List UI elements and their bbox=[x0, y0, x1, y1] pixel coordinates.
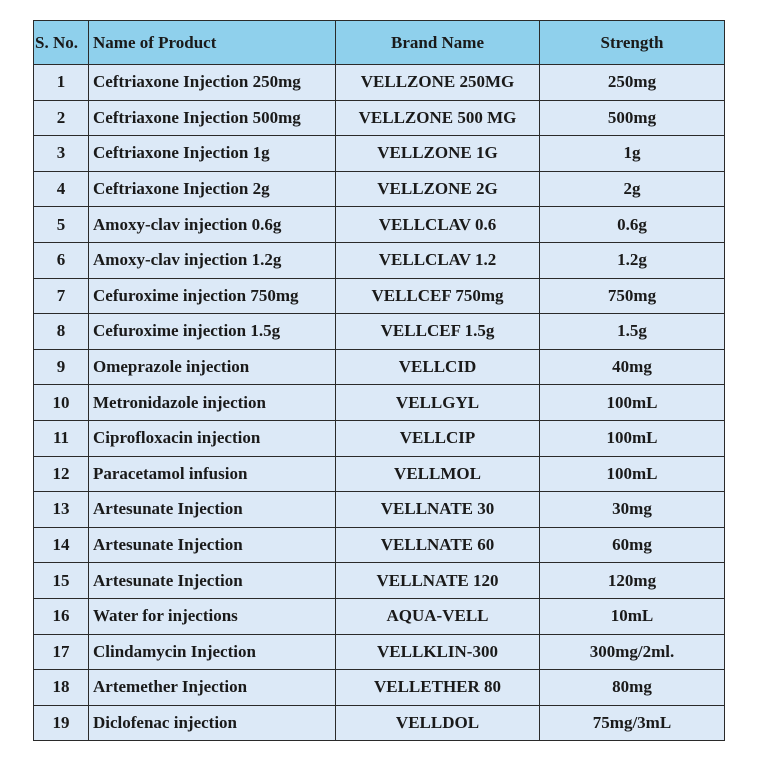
cell-brand-name: VELLZONE 2G bbox=[336, 171, 540, 207]
cell-strength: 0.6g bbox=[540, 207, 725, 243]
cell-brand-name: VELLKLIN-300 bbox=[336, 634, 540, 670]
cell-strength: 30mg bbox=[540, 492, 725, 528]
cell-strength: 100mL bbox=[540, 456, 725, 492]
table-body bbox=[34, 65, 725, 741]
cell-product-name: Artemether Injection bbox=[89, 670, 336, 706]
cell-strength: 120mg bbox=[540, 563, 725, 599]
product-table bbox=[33, 20, 725, 741]
cell-brand-name: VELLNATE 30 bbox=[336, 492, 540, 528]
cell-sno: 3 bbox=[34, 136, 89, 172]
cell-sno: 2 bbox=[34, 100, 89, 136]
cell-product-name: Amoxy-clav injection 1.2g bbox=[89, 242, 336, 278]
cell-strength: 1.2g bbox=[540, 242, 725, 278]
cell-brand-name: VELLMOL bbox=[336, 456, 540, 492]
cell-brand-name: VELLZONE 1G bbox=[336, 136, 540, 172]
cell-brand-name: VELLZONE 250MG bbox=[336, 65, 540, 101]
table-row bbox=[34, 385, 725, 421]
cell-product-name: Artesunate Injection bbox=[89, 492, 336, 528]
cell-sno: 13 bbox=[34, 492, 89, 528]
cell-product-name: Cefuroxime injection 1.5g bbox=[89, 314, 336, 350]
table-row bbox=[34, 634, 725, 670]
cell-sno: 7 bbox=[34, 278, 89, 314]
table-row bbox=[34, 171, 725, 207]
header-strength: Strength bbox=[540, 21, 725, 65]
cell-brand-name: VELLETHER 80 bbox=[336, 670, 540, 706]
cell-strength: 250mg bbox=[540, 65, 725, 101]
cell-sno: 18 bbox=[34, 670, 89, 706]
table-row bbox=[34, 242, 725, 278]
table-row bbox=[34, 349, 725, 385]
cell-product-name: Amoxy-clav injection 0.6g bbox=[89, 207, 336, 243]
cell-sno: 9 bbox=[34, 349, 89, 385]
cell-sno: 11 bbox=[34, 420, 89, 456]
header-sno: S. No. bbox=[34, 21, 89, 65]
cell-strength: 750mg bbox=[540, 278, 725, 314]
cell-brand-name: VELLCEF 1.5g bbox=[336, 314, 540, 350]
cell-product-name: Paracetamol infusion bbox=[89, 456, 336, 492]
cell-strength: 100mL bbox=[540, 420, 725, 456]
cell-product-name: Ceftriaxone Injection 1g bbox=[89, 136, 336, 172]
cell-product-name: Ceftriaxone Injection 2g bbox=[89, 171, 336, 207]
cell-strength: 10mL bbox=[540, 598, 725, 634]
cell-brand-name: VELLNATE 60 bbox=[336, 527, 540, 563]
cell-sno: 1 bbox=[34, 65, 89, 101]
cell-product-name: Omeprazole injection bbox=[89, 349, 336, 385]
table-row bbox=[34, 314, 725, 350]
cell-sno: 14 bbox=[34, 527, 89, 563]
cell-sno: 17 bbox=[34, 634, 89, 670]
cell-sno: 6 bbox=[34, 242, 89, 278]
cell-product-name: Ceftriaxone Injection 250mg bbox=[89, 65, 336, 101]
cell-sno: 15 bbox=[34, 563, 89, 599]
cell-strength: 300mg/2ml. bbox=[540, 634, 725, 670]
cell-sno: 4 bbox=[34, 171, 89, 207]
table-row bbox=[34, 65, 725, 101]
cell-sno: 19 bbox=[34, 705, 89, 741]
table-row bbox=[34, 527, 725, 563]
cell-brand-name: VELLDOL bbox=[336, 705, 540, 741]
cell-brand-name: VELLCIP bbox=[336, 420, 540, 456]
table-row bbox=[34, 563, 725, 599]
cell-strength: 40mg bbox=[540, 349, 725, 385]
cell-brand-name: AQUA-VELL bbox=[336, 598, 540, 634]
cell-product-name: Diclofenac injection bbox=[89, 705, 336, 741]
cell-product-name: Ceftriaxone Injection 500mg bbox=[89, 100, 336, 136]
table-row bbox=[34, 420, 725, 456]
cell-strength: 2g bbox=[540, 171, 725, 207]
table-row bbox=[34, 492, 725, 528]
table-row bbox=[34, 278, 725, 314]
header-product-name: Name of Product bbox=[89, 21, 336, 65]
cell-sno: 8 bbox=[34, 314, 89, 350]
cell-brand-name: VELLCID bbox=[336, 349, 540, 385]
cell-product-name: Metronidazole injection bbox=[89, 385, 336, 421]
table-header bbox=[34, 21, 725, 65]
table-row bbox=[34, 207, 725, 243]
cell-sno: 12 bbox=[34, 456, 89, 492]
cell-product-name: Water for injections bbox=[89, 598, 336, 634]
table-row bbox=[34, 598, 725, 634]
cell-strength: 80mg bbox=[540, 670, 725, 706]
cell-product-name: Cefuroxime injection 750mg bbox=[89, 278, 336, 314]
cell-product-name: Ciprofloxacin injection bbox=[89, 420, 336, 456]
cell-strength: 100mL bbox=[540, 385, 725, 421]
cell-product-name: Artesunate Injection bbox=[89, 527, 336, 563]
cell-strength: 75mg/3mL bbox=[540, 705, 725, 741]
cell-product-name: Artesunate Injection bbox=[89, 563, 336, 599]
table-row bbox=[34, 670, 725, 706]
cell-strength: 1g bbox=[540, 136, 725, 172]
cell-brand-name: VELLZONE 500 MG bbox=[336, 100, 540, 136]
table-row bbox=[34, 705, 725, 741]
header-brand-name: Brand Name bbox=[336, 21, 540, 65]
table-row bbox=[34, 136, 725, 172]
cell-brand-name: VELLCLAV 0.6 bbox=[336, 207, 540, 243]
table-row bbox=[34, 100, 725, 136]
cell-brand-name: VELLNATE 120 bbox=[336, 563, 540, 599]
cell-strength: 1.5g bbox=[540, 314, 725, 350]
cell-sno: 5 bbox=[34, 207, 89, 243]
cell-strength: 500mg bbox=[540, 100, 725, 136]
cell-sno: 10 bbox=[34, 385, 89, 421]
cell-product-name: Clindamycin Injection bbox=[89, 634, 336, 670]
cell-sno: 16 bbox=[34, 598, 89, 634]
cell-strength: 60mg bbox=[540, 527, 725, 563]
header-row bbox=[34, 21, 725, 65]
cell-brand-name: VELLGYL bbox=[336, 385, 540, 421]
cell-brand-name: VELLCLAV 1.2 bbox=[336, 242, 540, 278]
cell-brand-name: VELLCEF 750mg bbox=[336, 278, 540, 314]
table-row bbox=[34, 456, 725, 492]
